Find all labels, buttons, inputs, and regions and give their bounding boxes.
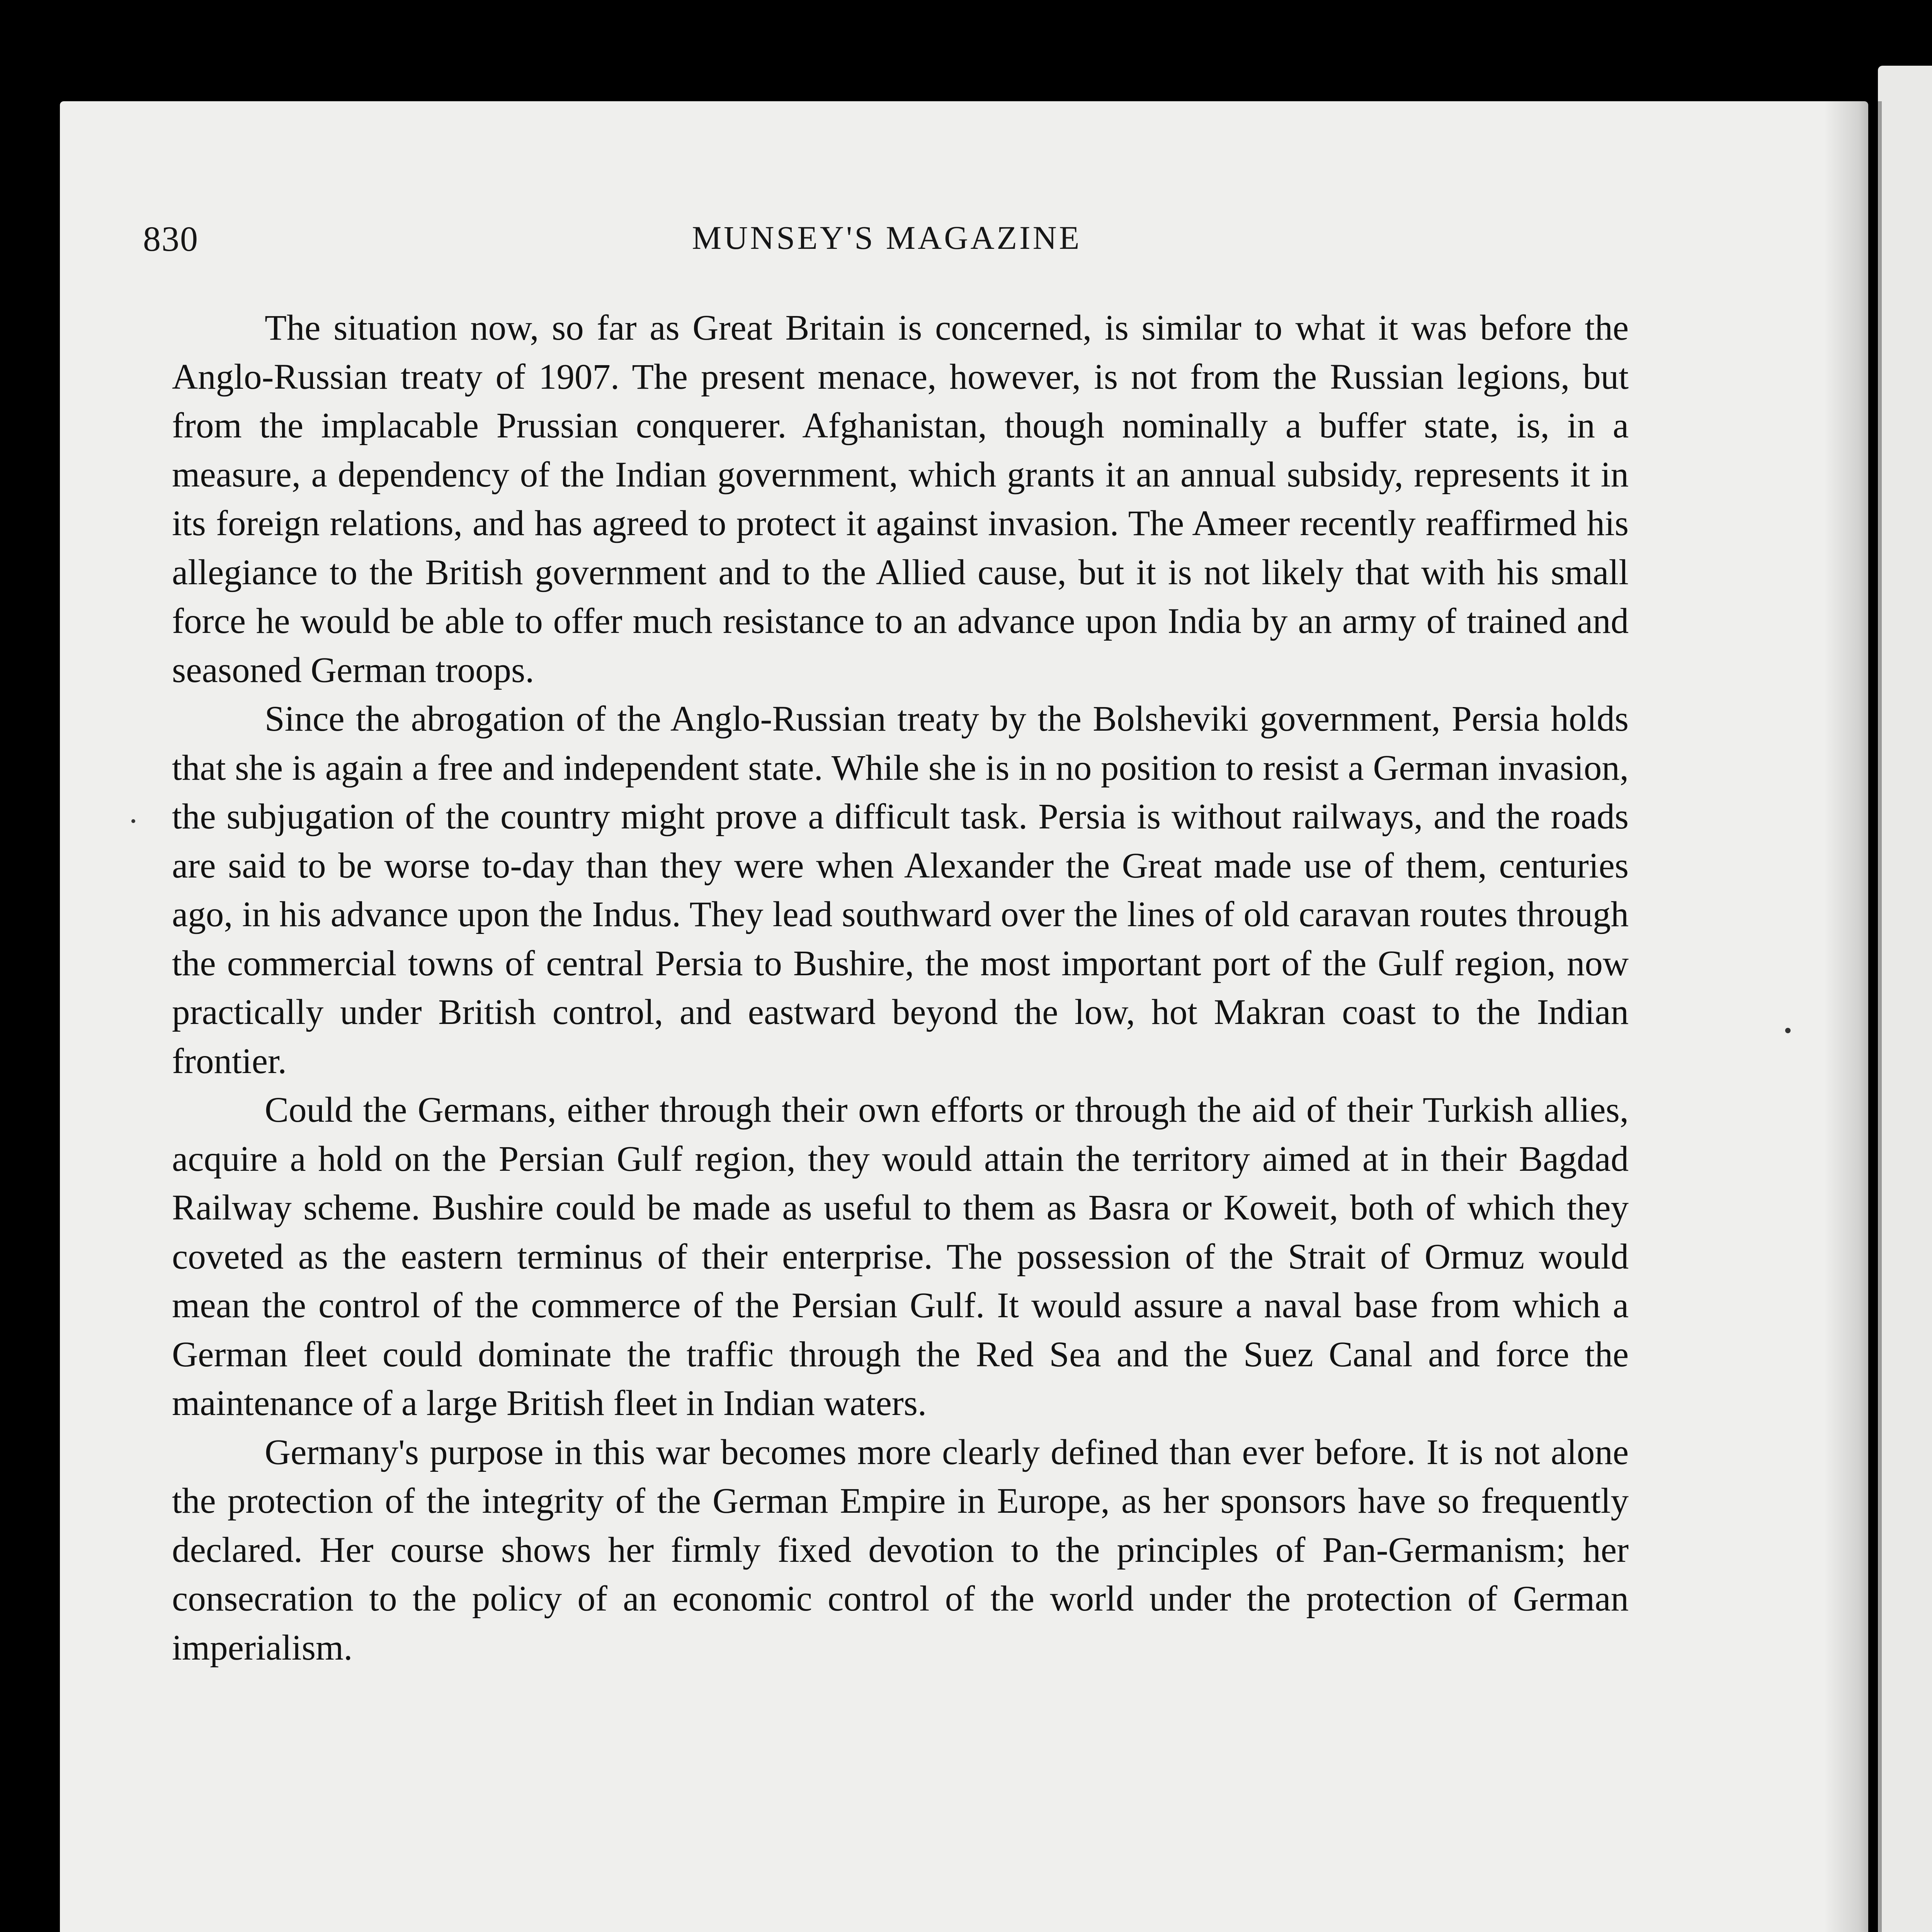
paragraph: Germany's purpose in this war becomes more clearly defined than ever before. It is not alone the protection of the integrity of the German Empire in Europe, as her sponsors have so frequently declared. Her course shows her firmly fixed devotion to the principles of Pan-Germanism; her consecration to the policy of an economic control of the world under the protection of German imperialism.	[172, 1432, 1629, 1668]
running-head: MUNSEY'S MAGAZINE	[692, 219, 1082, 256]
page-number: 830	[143, 219, 199, 259]
article-body-persia	[172, 304, 1629, 1672]
adjacent-page-edge	[1878, 66, 1932, 1932]
paragraph: Since the abrogation of the Anglo-Russian treaty by the Bolsheviki government, Persia holds that she is again a free and independent state. While she is in no position to resist a German invasion, the subjugation of the country might prove a difficult task. Persia is without railways, and the roads are said to be worse to-day than they were when Alexander the Great made use of them, centuries ago, in his advance upon the Indus. They lead southward over the lines of old caravan routes through the commercial towns of central Persia to Bushire, the most important port of the Gulf region, now practically under British control, and eastward beyond the low, hot Makran coast to the Indian frontier.	[172, 699, 1629, 1081]
paragraph: Could the Germans, either through their own efforts or through the aid of their Turkish allies, acquire a hold on the Persian Gulf region, they would attain the territory aimed at in their Bagdad Railway scheme. Bushire could be made as useful to them as Basra or Koweit, both of which they coveted as the eastern terminus of their enterprise. The possession of the Strait of Ormuz would mean the control of the commerce of the Persian Gulf. It would assure a naval base from which a German fleet could dominate the traffic through the Red Sea and the Suez Canal and force the maintenance of a large British fleet in Indian waters.	[172, 1090, 1629, 1423]
page-header	[143, 218, 1631, 265]
print-speck	[1785, 1028, 1791, 1033]
print-speck	[131, 819, 135, 823]
paragraph: The situation now, so far as Great Britain is concerned, is similar to what it was before the Anglo-Russian treaty of 1907. The present menace, however, is not from the Russian legions, but from the implacable Prussian conquerer. Afghanistan, though nominally a buffer state, is, in a measure, a dependency of the Indian government, which grants it an annual subsidy, represents it in its foreign relations, and has agreed to protect it against invasion. The Ameer recently reaffirmed his allegiance to the British government and to the Allied cause, but it is not likely that with his small force he would be able to offer much resistance to an advance upon India by an army of trained and seasoned German troops.	[172, 308, 1629, 690]
